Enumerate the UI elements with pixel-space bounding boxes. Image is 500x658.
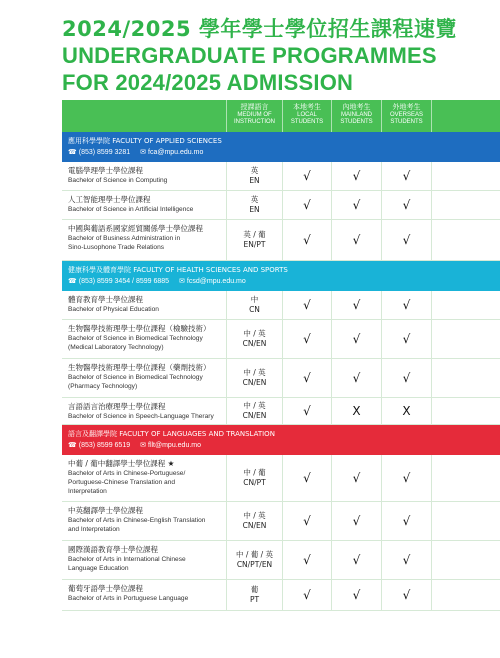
email-icon: ✉ — [179, 278, 185, 285]
check-mark: √ — [402, 588, 411, 602]
check-mark: √ — [352, 332, 361, 346]
programme-cell — [62, 541, 226, 579]
check-mark: √ — [402, 298, 411, 312]
medium-cell — [226, 541, 282, 579]
overseas-eligibility-cell — [381, 398, 431, 424]
programme-name-zh: 體育教育學士學位課程 — [68, 295, 143, 304]
extra-cell — [431, 191, 450, 219]
page-titles — [0, 0, 500, 96]
extra-cell — [431, 580, 450, 610]
extra-cell — [431, 455, 450, 501]
mainland-eligibility-cell — [331, 320, 381, 358]
overseas-eligibility-cell — [381, 359, 431, 397]
programme-name-zh: 言語語言治療理學士學位課程 — [68, 402, 166, 411]
table-header — [62, 100, 500, 132]
table-row — [62, 359, 500, 398]
title-english-line1: UNDERGRADUATE PROGRAMMES — [62, 43, 437, 68]
programme-name-en: Bachelor of Science in Artificial Intelligence — [68, 206, 194, 213]
overseas-eligibility-cell — [381, 162, 431, 190]
faculty-contact — [68, 440, 500, 452]
mainland-eligibility-cell — [331, 359, 381, 397]
programme-name-en: Bachelor of Business Administration in Sino-Lusophone Trade Relations — [68, 235, 181, 251]
overseas-eligibility-cell — [381, 580, 431, 610]
faculty-header-fca — [62, 132, 500, 162]
programme-cell — [62, 455, 226, 501]
email-address: fllt@mpu.edu.mo — [148, 442, 202, 449]
table-row — [62, 291, 500, 320]
mainland-eligibility-cell — [331, 220, 381, 260]
overseas-eligibility-cell — [381, 502, 431, 540]
email-contact[interactable] — [140, 147, 203, 159]
table-body — [62, 132, 500, 611]
phone-contact[interactable] — [68, 276, 169, 288]
programme-name-en: Bachelor of Science in Computing — [68, 177, 168, 184]
check-mark: √ — [352, 298, 361, 312]
medium-of-instruction: 中 CN — [249, 295, 260, 314]
check-mark: √ — [303, 298, 311, 312]
overseas-eligibility-cell — [381, 191, 431, 219]
programme-name-en: Bachelor of Science in Biomedical Technology (Pharmacy Technology) — [68, 374, 203, 390]
check-mark: √ — [303, 169, 311, 183]
table-row — [62, 220, 500, 261]
local-eligibility-cell — [282, 191, 331, 219]
programme-name-zh: 中國與葡語系國家經貿關係學士學位課程 — [68, 224, 203, 233]
overseas-eligibility-cell — [381, 455, 431, 501]
table-row — [62, 580, 500, 611]
local-eligibility-cell — [282, 162, 331, 190]
table-row — [62, 398, 500, 425]
email-address: fcsd@mpu.edu.mo — [186, 278, 246, 285]
check-mark: √ — [303, 332, 311, 346]
programme-cell — [62, 191, 226, 219]
programmes-table — [62, 100, 500, 611]
programme-name-zh: 人工智能理學士學位課程 — [68, 195, 151, 204]
medium-cell — [226, 580, 282, 610]
programme-name-zh: 國際漢語教育學士學位課程 — [68, 545, 158, 554]
table-row — [62, 191, 500, 220]
check-mark: √ — [303, 588, 311, 602]
check-mark: √ — [303, 553, 311, 567]
check-mark: √ — [352, 514, 361, 528]
programme-name-zh: 葡萄牙語學士學位課程 — [68, 584, 143, 593]
programme-name-zh: 電腦學理學士學位課程 — [68, 166, 143, 175]
programme-name-en: Bachelor of Science in Speech-Language Therary — [68, 413, 214, 420]
mainland-eligibility-cell — [331, 291, 381, 319]
medium-of-instruction: 中 / 葡 / 英 CN/PT/EN — [235, 550, 274, 569]
programme-name-en: Bachelor of Arts in International Chinese Language Education — [68, 556, 186, 572]
medium-cell — [226, 455, 282, 501]
faculty-header-fllt — [62, 425, 500, 455]
mainland-eligibility-cell — [331, 191, 381, 219]
phone-contact[interactable] — [68, 147, 130, 159]
medium-of-instruction: 葡 PT — [249, 585, 260, 604]
local-eligibility-cell — [282, 580, 331, 610]
faculty-name: 健康科學及體育學院 FACULTY OF HEALTH SCIENCES AND SPORTS — [68, 266, 288, 274]
phone-contact[interactable] — [68, 440, 130, 452]
faculty-header-fcsd — [62, 261, 500, 291]
medium-cell — [226, 162, 282, 190]
title-chinese: 2024/2025 學年學士學位招生課程速覽 — [62, 17, 457, 41]
medium-of-instruction: 英 / 葡 EN/PT — [243, 230, 266, 249]
programme-name-zh: 中英翻譯學士學位課程 — [68, 506, 143, 515]
mainland-eligibility-cell — [331, 398, 381, 424]
check-mark: √ — [303, 233, 311, 247]
extra-cell — [431, 220, 450, 260]
check-mark: √ — [402, 198, 411, 212]
header-overseas: 外地考生 OVERSEAS STUDENTS — [381, 100, 431, 132]
extra-cell — [431, 359, 450, 397]
check-mark: √ — [402, 371, 411, 385]
extra-cell — [431, 162, 450, 190]
local-eligibility-cell — [282, 320, 331, 358]
programme-name-en: Bachelor of Arts in Chinese-English Translation and Interpretation — [68, 517, 206, 533]
programme-cell — [62, 291, 226, 319]
check-mark: √ — [402, 332, 411, 346]
header-local: 本地考生 LOCAL STUDENTS — [282, 100, 331, 132]
medium-cell — [226, 398, 282, 424]
check-mark: √ — [352, 553, 361, 567]
programme-name-en: Bachelor of Physical Education — [68, 306, 159, 313]
medium-of-instruction: 英 EN — [249, 195, 260, 214]
header-extra — [431, 100, 450, 132]
table-row — [62, 541, 500, 580]
local-eligibility-cell — [282, 455, 331, 501]
email-address: fca@mpu.edu.mo — [148, 149, 204, 156]
table-row — [62, 162, 500, 191]
header-programme-blank — [62, 100, 226, 132]
phone-number: (853) 8599 3454 / 8599 6885 — [78, 278, 170, 285]
overseas-eligibility-cell — [381, 220, 431, 260]
programme-name-zh: 生物醫學技術理學士學位課程（藥劑技術） — [68, 363, 211, 372]
check-mark: √ — [352, 371, 361, 385]
table-row — [62, 502, 500, 541]
check-mark: √ — [303, 371, 311, 385]
phone-icon: ☎ — [68, 149, 77, 156]
email-icon: ✉ — [140, 442, 146, 449]
mainland-eligibility-cell — [331, 502, 381, 540]
programme-cell — [62, 220, 226, 260]
faculty-contact — [68, 147, 500, 159]
phone-icon: ☎ — [68, 278, 77, 285]
faculty-name: 語言及翻譯學院 FACULTY OF LANGUAGES AND TRANSLATION — [68, 430, 275, 438]
check-mark: √ — [303, 198, 311, 212]
local-eligibility-cell — [282, 220, 331, 260]
faculty-contact — [68, 276, 500, 288]
medium-cell — [226, 220, 282, 260]
medium-of-instruction: 中 / 英 CN/EN — [242, 329, 267, 348]
mainland-eligibility-cell — [331, 455, 381, 501]
extra-cell — [431, 398, 450, 424]
medium-cell — [226, 320, 282, 358]
check-mark: √ — [402, 553, 411, 567]
check-mark: √ — [352, 169, 361, 183]
extra-cell — [431, 541, 450, 579]
extra-cell — [431, 291, 450, 319]
check-mark: √ — [402, 471, 411, 485]
overseas-eligibility-cell — [381, 320, 431, 358]
programme-name-en: Bachelor of Science in Biomedical Technology (Medical Laboratory Technology) — [68, 335, 203, 351]
programme-cell — [62, 320, 226, 358]
mainland-eligibility-cell — [331, 541, 381, 579]
programme-name-zh: 生物醫學技術理學士學位課程（檢驗技術） — [68, 324, 211, 333]
programme-cell — [62, 162, 226, 190]
medium-cell — [226, 359, 282, 397]
programme-name-en: Bachelor of Arts in Chinese-Portuguese/ Portuguese-Chinese Translation and Interpretation — [68, 470, 186, 495]
phone-number: (853) 8599 6519 — [78, 442, 131, 449]
check-mark: √ — [303, 404, 311, 418]
check-mark: √ — [352, 471, 361, 485]
programme-cell — [62, 359, 226, 397]
faculty-name: 應用科學學院 FACULTY OF APPLIED SCIENCES — [68, 137, 222, 145]
local-eligibility-cell — [282, 502, 331, 540]
check-mark: √ — [352, 588, 361, 602]
medium-cell — [226, 191, 282, 219]
email-contact[interactable] — [179, 276, 246, 288]
check-mark: √ — [402, 233, 411, 247]
local-eligibility-cell — [282, 291, 331, 319]
local-eligibility-cell — [282, 359, 331, 397]
check-mark: √ — [402, 514, 411, 528]
mainland-eligibility-cell — [331, 162, 381, 190]
medium-cell — [226, 291, 282, 319]
medium-of-instruction: 英 EN — [249, 166, 260, 185]
check-mark: √ — [303, 471, 311, 485]
extra-cell — [431, 320, 450, 358]
table-row — [62, 320, 500, 359]
check-mark: √ — [352, 233, 361, 247]
check-mark: √ — [402, 169, 411, 183]
local-eligibility-cell — [282, 541, 331, 579]
overseas-eligibility-cell — [381, 291, 431, 319]
programme-cell — [62, 580, 226, 610]
cross-mark: X — [352, 404, 361, 418]
programme-cell — [62, 502, 226, 540]
check-mark: √ — [303, 514, 311, 528]
title-english-line2: FOR 2024/2025 ADMISSION — [62, 70, 354, 95]
programme-cell — [62, 398, 226, 424]
email-icon: ✉ — [140, 149, 146, 156]
header-mainland: 內地考生 MAINLAND STUDENTS — [331, 100, 381, 132]
cross-mark: X — [402, 404, 411, 418]
medium-cell — [226, 502, 282, 540]
mainland-eligibility-cell — [331, 580, 381, 610]
check-mark: √ — [352, 198, 361, 212]
extra-cell — [431, 502, 450, 540]
phone-number: (853) 8599 3281 — [78, 149, 131, 156]
medium-of-instruction: 中 / 葡 CN/PT — [243, 468, 266, 487]
medium-of-instruction: 中 / 英 CN/EN — [242, 368, 267, 387]
phone-icon: ☎ — [68, 442, 77, 449]
email-contact[interactable] — [140, 440, 201, 452]
overseas-eligibility-cell — [381, 541, 431, 579]
medium-of-instruction: 中 / 英 CN/EN — [242, 401, 267, 420]
table-row — [62, 455, 500, 502]
local-eligibility-cell — [282, 398, 331, 424]
programme-name-zh: 中葡 / 葡中翻譯學士學位課程 ★ — [68, 459, 175, 468]
header-medium: 授課語言 MEDIUM OF INSTRUCTION — [226, 100, 282, 132]
medium-of-instruction: 中 / 英 CN/EN — [242, 511, 267, 530]
programme-name-en: Bachelor of Arts in Portuguese Language — [68, 595, 189, 602]
